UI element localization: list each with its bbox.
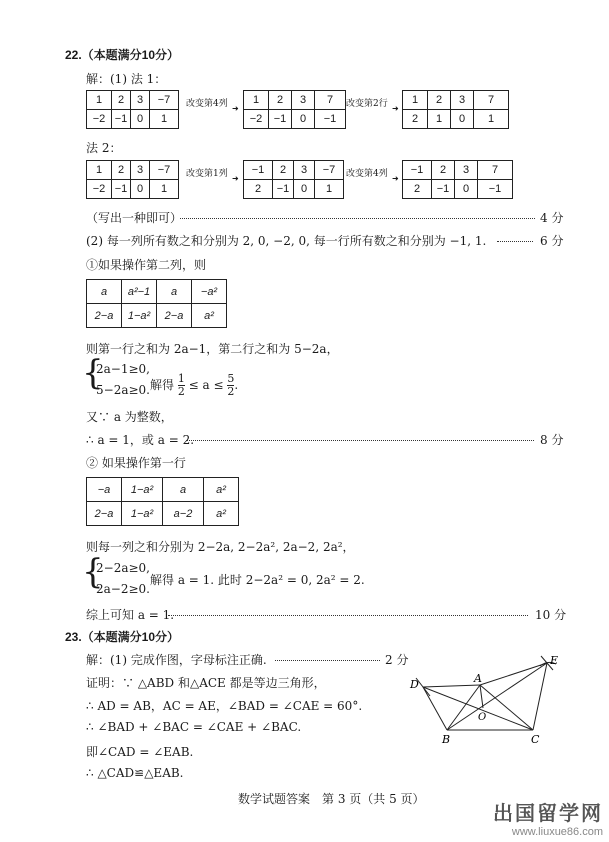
segment-BE	[447, 663, 547, 730]
m2-table3: −1 2 3 7 2 −1 0 −1	[402, 160, 513, 199]
arrow-icon: ➜	[392, 174, 399, 183]
case1: ①如果操作第二列，则	[86, 258, 207, 272]
point-label-E: E	[550, 654, 559, 667]
q23-header: 23.（本题满分10分）	[65, 630, 180, 644]
q23-s4: ∴ ∠BAD + ∠BAC = ∠CAE + ∠BAC.	[86, 720, 302, 734]
solve-range: 解得 $\frac{1}{2}$ ≤ a ≤ $\frac{5}{2}$ .	[150, 372, 239, 398]
arrow-icon: ➜	[392, 104, 399, 113]
conclusion: 综上可知 a = 1.	[86, 608, 175, 622]
case1-table: a a²−1 a −a² 2−a 1−a² 2−a a²	[86, 279, 227, 328]
segment-AE	[480, 663, 547, 685]
score: 8 分	[540, 433, 564, 447]
score: 2 分	[385, 653, 409, 667]
point-label-C: C	[531, 733, 540, 746]
m2-table2: −1 2 3 −7 2 −1 0 1	[243, 160, 344, 199]
q22-header: 22.（本题满分10分）	[65, 48, 180, 62]
m2-op2: 改变第4列	[346, 169, 388, 179]
q23-s2: 证明：∵ △ABD 和△ACE 都是等边三角形，	[86, 676, 326, 690]
case2-table: −a 1−a² a a² 2−a 1−a² a−2 a²	[86, 477, 239, 526]
m1-table1: 1 2 3 −7 −2 −1 0 1	[86, 90, 179, 129]
m1-op2: 改变第2行	[346, 99, 388, 109]
point-label-B: B	[442, 733, 451, 746]
m1-op1: 改变第4列	[186, 99, 228, 109]
case1-text2: 又∵ a 为整数，	[86, 410, 173, 424]
case2-text1: 则每一列之和分别为 2−2a, 2−2a², 2a−2, 2a²，	[86, 540, 355, 554]
segment-AO	[480, 685, 483, 708]
q23-s3: ∴ AD = AB，AC = AE，∠BAD = ∠CAE = 60°.	[86, 699, 363, 713]
q22-sol1: 解：(1) 法 1：	[86, 72, 167, 86]
case1-text1: 则第一行之和为 2a−1，第二行之和为 5−2a，	[86, 342, 339, 356]
score: 6 分	[540, 234, 564, 248]
arrow-icon: ➜	[232, 174, 239, 183]
case1-text3: ∴ a = 1，或 a = 2.	[86, 433, 195, 447]
segment-DB	[423, 687, 447, 730]
segment-DA	[423, 685, 480, 687]
segment-AC	[480, 685, 533, 730]
brace: {	[82, 552, 104, 592]
point-label-O: O	[478, 712, 487, 723]
segment-DC	[423, 687, 533, 730]
q22-note: （写出一种即可）	[86, 211, 183, 225]
page-footer: 数学试题答案 第 3 页（共 5 页）	[238, 792, 425, 806]
segment-CE	[533, 663, 547, 730]
watermark-logo: 出国留学网 www.liuxue86.com	[493, 803, 603, 838]
q23-s5: 即∠CAD = ∠EAB.	[86, 745, 194, 759]
geometry-figure	[400, 650, 570, 750]
score: 4 分	[540, 211, 564, 225]
point-label-D: D	[410, 678, 419, 691]
m1-table3: 1 2 3 7 2 1 0 1	[402, 90, 509, 129]
arrow-icon: ➜	[232, 104, 239, 113]
q22-fa2: 法 2：	[86, 141, 122, 155]
q23-s6: ∴ △CAD≌△EAB.	[86, 766, 184, 780]
brace: {	[82, 353, 104, 393]
m2-table1: 1 2 3 −7 −2 −1 0 1	[86, 160, 179, 199]
m1-table2: 1 2 3 7 −2 −1 0 −1	[243, 90, 346, 129]
case2: ② 如果操作第一行	[86, 456, 186, 470]
point-label-A: A	[474, 672, 482, 685]
q23-s1: 解：(1) 完成作图，字母标注正确.	[86, 653, 267, 667]
m2-op1: 改变第1列	[186, 169, 228, 179]
score: 10 分	[535, 608, 567, 622]
solve-a: 解得 a = 1. 此时 2−2a² = 0, 2a² = 2.	[150, 573, 365, 587]
q22-p2: (2) 每一列所有数之和分别为 2, 0, −2, 0, 每一行所有数之和分别为 −1, 1.	[86, 234, 487, 248]
